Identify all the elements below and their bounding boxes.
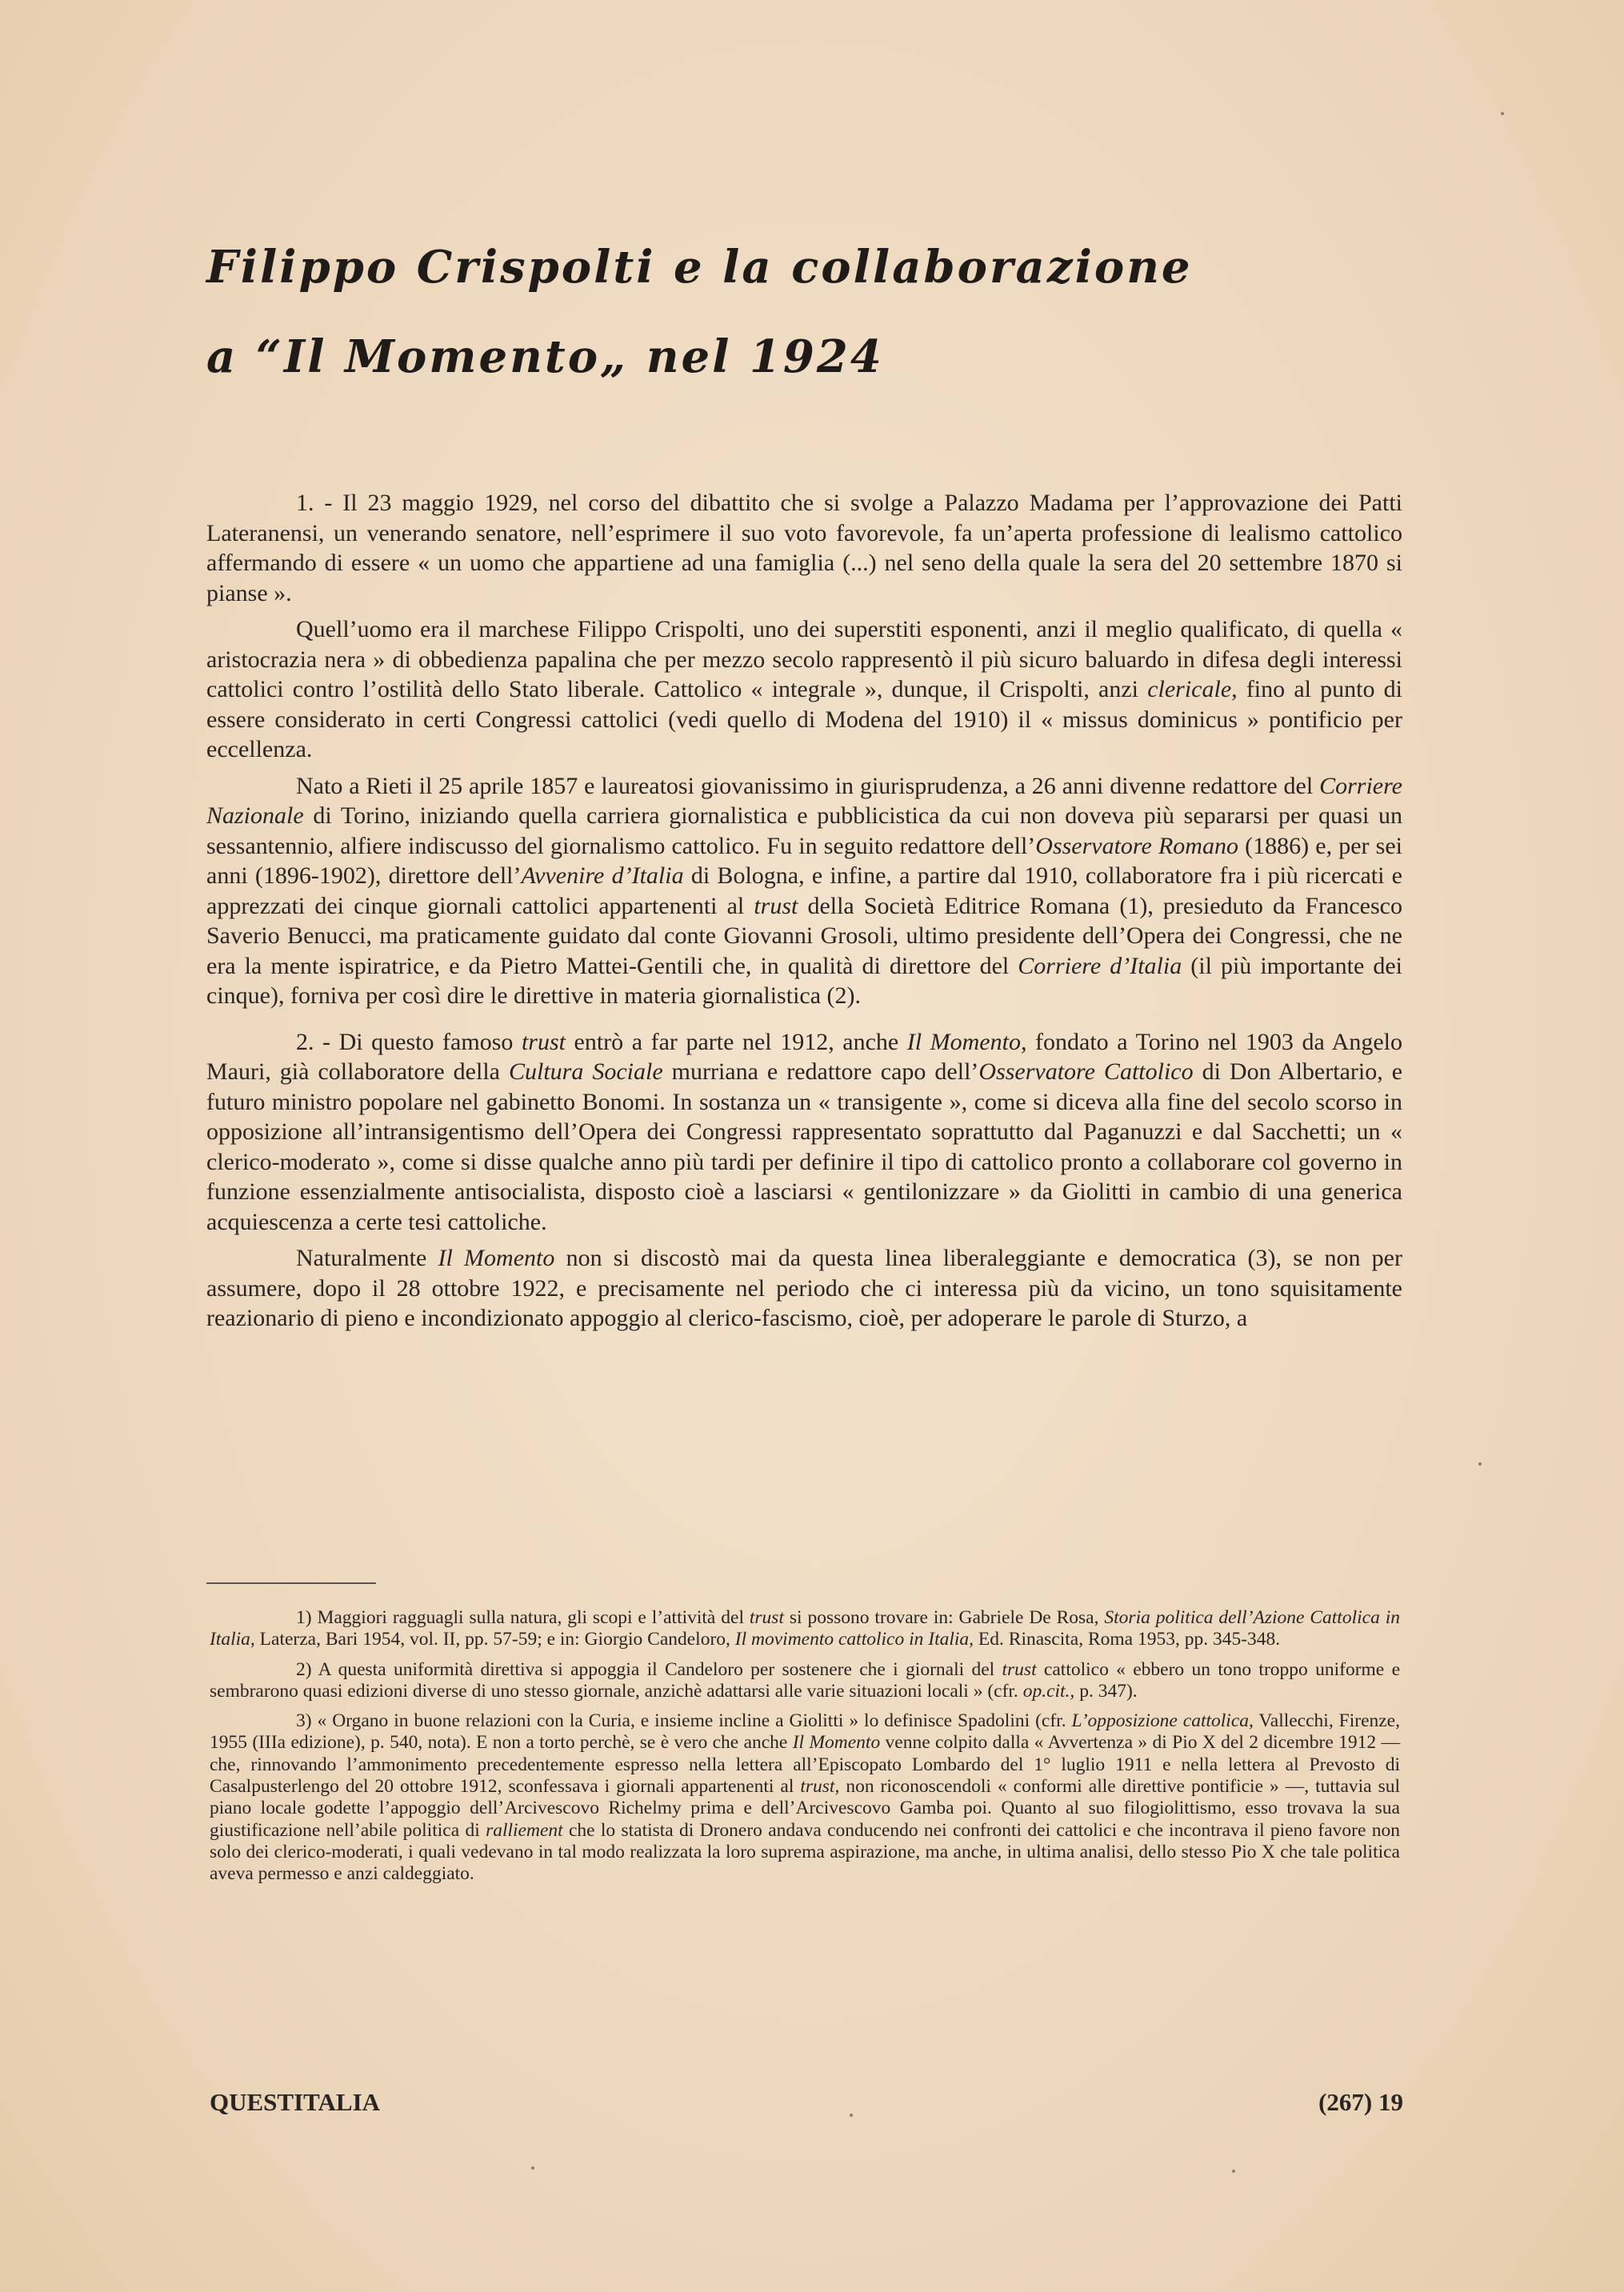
italic-text: op.cit., — [1022, 1680, 1075, 1702]
italic-text: Il Momento, — [906, 1028, 1027, 1055]
italic-text: Cultura Sociale — [508, 1058, 663, 1085]
italic-text: trust — [754, 892, 798, 919]
italic-text: Osservatore Romano — [1035, 832, 1238, 859]
paragraph: 1. - Il 23 maggio 1929, nel corso del dibattito che si svolge a Palazzo Madama per l’approvazione dei Patti Lateranensi, un venerando senatore, nell’esprimere il suo voto favorevole, fa un’aperta professione di lealismo cattolico affermando di essere « un uomo che appartiene ad una famiglia (...) nel seno della quale la sera del 20 settembre 1870 si pianse ». — [206, 490, 1402, 606]
paragraph: Naturalmente Il Momento non si discostò mai da questa linea liberaleggiante e democratica (3), se non per assumere, dopo il 28 ottobre 1922, e precisamente nel periodo che ci interessa più da vicino, un tono squisitamente reazionario di pieno e incondizionato appoggio al clerico-fascismo, cioè, per adoperare le parole di Sturzo, a — [206, 1245, 1402, 1331]
article-title — [206, 222, 1422, 402]
footnote: 1) Maggiori ragguagli sulla natura, gli scopi e l’attività del trust si possono trovare in: Gabriele De Rosa, Storia politica dell’Azione Cattolica in Italia, Laterza, Bari 1954, vol. II, pp. 57-59; e in: Giorgio Candeloro, Il movimento cattolico in Italia, Ed. Rinascita, Roma 1953, pp. 345-348. — [210, 1607, 1400, 1650]
paragraph: Nato a Rieti il 25 aprile 1857 e laureatosi giovanissimo in giurisprudenza, a 26 anni divenne redattore del Corriere Nazionale di Torino, iniziando quella carriera giornalistica e pubblicistica da cui non doveva più separarsi per quasi un sessantennio, alfiere indiscusso del giornalismo cattolico. Fu in seguito redattore dell’Osservatore Romano (1886) e, per sei anni (1896-1902), direttore dell’Avvenire d’Italia di Bologna, e infine, a partire dal 1910, collaboratore fra i più ricercati e apprezzati dei cinque giornali cattolici appartenenti al trust della Società Editrice Romana (1), presieduto da Francesco Saverio Benucci, ma praticamente guidato dal conte Giovanni Grosoli, ultimo presidente dell’Opera dei Congressi, che ne era la mente ispiratrice, e da Pietro Mattei-Gentili che, in qualità di direttore del Corriere d’Italia (il più importante dei cinque), forniva per così dire le direttive in materia giornalistica (2). — [206, 772, 1402, 1009]
page-footer — [210, 2088, 1403, 2120]
italic-text: Corriere Nazionale — [206, 772, 1402, 829]
paragraph: Quell’uomo era il marchese Filippo Crispolti, uno dei superstiti esponenti, anzi il meglio qualificato, di quella « aristocrazia nera » di obbedienza papalina che per mezzo secolo rappresentò il più sicuro baluardo in difesa degli interessi cattolici contro l’ostilità dello Stato liberale. Cattolico « integrale », dunque, il Crispolti, anzi clericale, fino al punto di essere considerato in certi Congressi cattolici (vedi quello di Modena del 1910) il « missus dominicus » pontificio per eccellenza. — [206, 616, 1402, 762]
italic-text: Il Momento — [792, 1732, 881, 1754]
italic-text: ralliement — [486, 1819, 563, 1841]
paper-speck — [850, 2114, 853, 2117]
publication-name: QUESTITALIA — [210, 2088, 381, 2116]
italic-text: Il movimento cattolico in Italia, — [734, 1629, 974, 1650]
paper-speck — [1478, 1462, 1482, 1466]
footnote: 2) A questa uniformità direttiva si appoggia il Candeloro per sostenere che i giornali del trust cattolico « ebbero un tono troppo uniforme e sembrarono quasi edizioni diverse di uno stesso giornale, anzichè adattarsi alle varie situazioni locali » (cfr. op.cit., p. 347). — [210, 1658, 1400, 1702]
italic-text: Storia politica dell’Azione Cattolica in Italia, — [210, 1607, 1400, 1650]
footnote: 3) « Organo in buone relazioni con la Curia, e insieme incline a Giolitti » lo definisce Spadolini (cfr. L’opposizione cattolica, Vallecchi, Firenze, 1955 (IIIa edizione), p. 540, nota). E non a torto perchè, se è vero che anche Il Momento venne colpito dalla « Avvertenza » di Pio X del 2 dicembre 1912 — che, rinnovando l’ammonimento precedentemente espresso nella lettera all’Episcopato Lombardo del 1° luglio 1911 e nella lettera al Prevosto di Casalpusterlengo del 20 ottobre 1912, sconfessava i giornali appartenenti al trust, non riconoscendoli « conformi alle direttive pontificie » —, tuttavia sul piano locale godette l’appoggio dell’Arcivescovo Richelmy prima e dell’Arcivescovo Gamba poi. Quanto al suo filogiolittismo, esso trovava la sua giustificazione nell’abile politica di ralliement che lo statista di Dronero andava conducendo nei confronti dei cattolici e che incontrava il pieno favore non solo dei clerico-moderati, i quali vedevano in tal modo realizzata la loro suprema aspirazione, ma anche, in ultima analisi, dello stesso Pio X che tale politica aveva permesso e anzi caldeggiato. — [210, 1710, 1400, 1885]
paper-speck — [531, 2166, 534, 2170]
page-number: (267) 19 — [1318, 2088, 1403, 2116]
paper-speck — [1501, 112, 1504, 115]
italic-text: trust, — [800, 1776, 840, 1798]
italic-text: Osservatore Cattolico — [978, 1058, 1194, 1085]
italic-text: L’opposizione cattolica, — [1071, 1710, 1254, 1732]
footnotes — [210, 1607, 1400, 1894]
italic-text: Avvenire d’Italia — [521, 862, 684, 889]
italic-text: Il Momento — [438, 1245, 555, 1271]
paper-speck — [1232, 2170, 1235, 2173]
italic-text: trust — [521, 1028, 566, 1055]
title-line-2: a “Il Momento„ nel 1924 — [206, 330, 884, 383]
italic-text: clericale, — [1147, 676, 1238, 702]
article-body — [206, 488, 1402, 1334]
paragraph: 2. - Di questo famoso trust entrò a far parte nel 1912, anche Il Momento, fondato a Torino nel 1903 da Angelo Mauri, già collaboratore della Cultura Sociale murriana e redattore capo dell’Osservatore Cattolico di Don Albertario, e futuro ministro popolare nel gabinetto Bonomi. In sostanza un « transigente », come si diceva alla fine del secolo scorso in opposizione all’intransigentismo dell’Opera dei Congressi rappresentato soprattutto dal Paganuzzi e dal Sacchetti; un « clerico-moderato », come si disse qualche anno più tardi per definire il tipo di cattolico pronto a collaborare col governo in funzione essenzialmente antisocialista, disposto cioè a lasciarsi « gentilonizzare » da Giolitti in cambio di una generica acquiescenza a certe tesi cattoliche. — [206, 1028, 1403, 1235]
italic-text: Corriere d’Italia — [1018, 952, 1182, 979]
footnote-divider — [206, 1582, 376, 1584]
title-line-1: Filippo Crispolti e la collaborazione — [206, 241, 1193, 294]
italic-text: trust — [749, 1607, 784, 1628]
italic-text: trust — [1002, 1658, 1037, 1680]
